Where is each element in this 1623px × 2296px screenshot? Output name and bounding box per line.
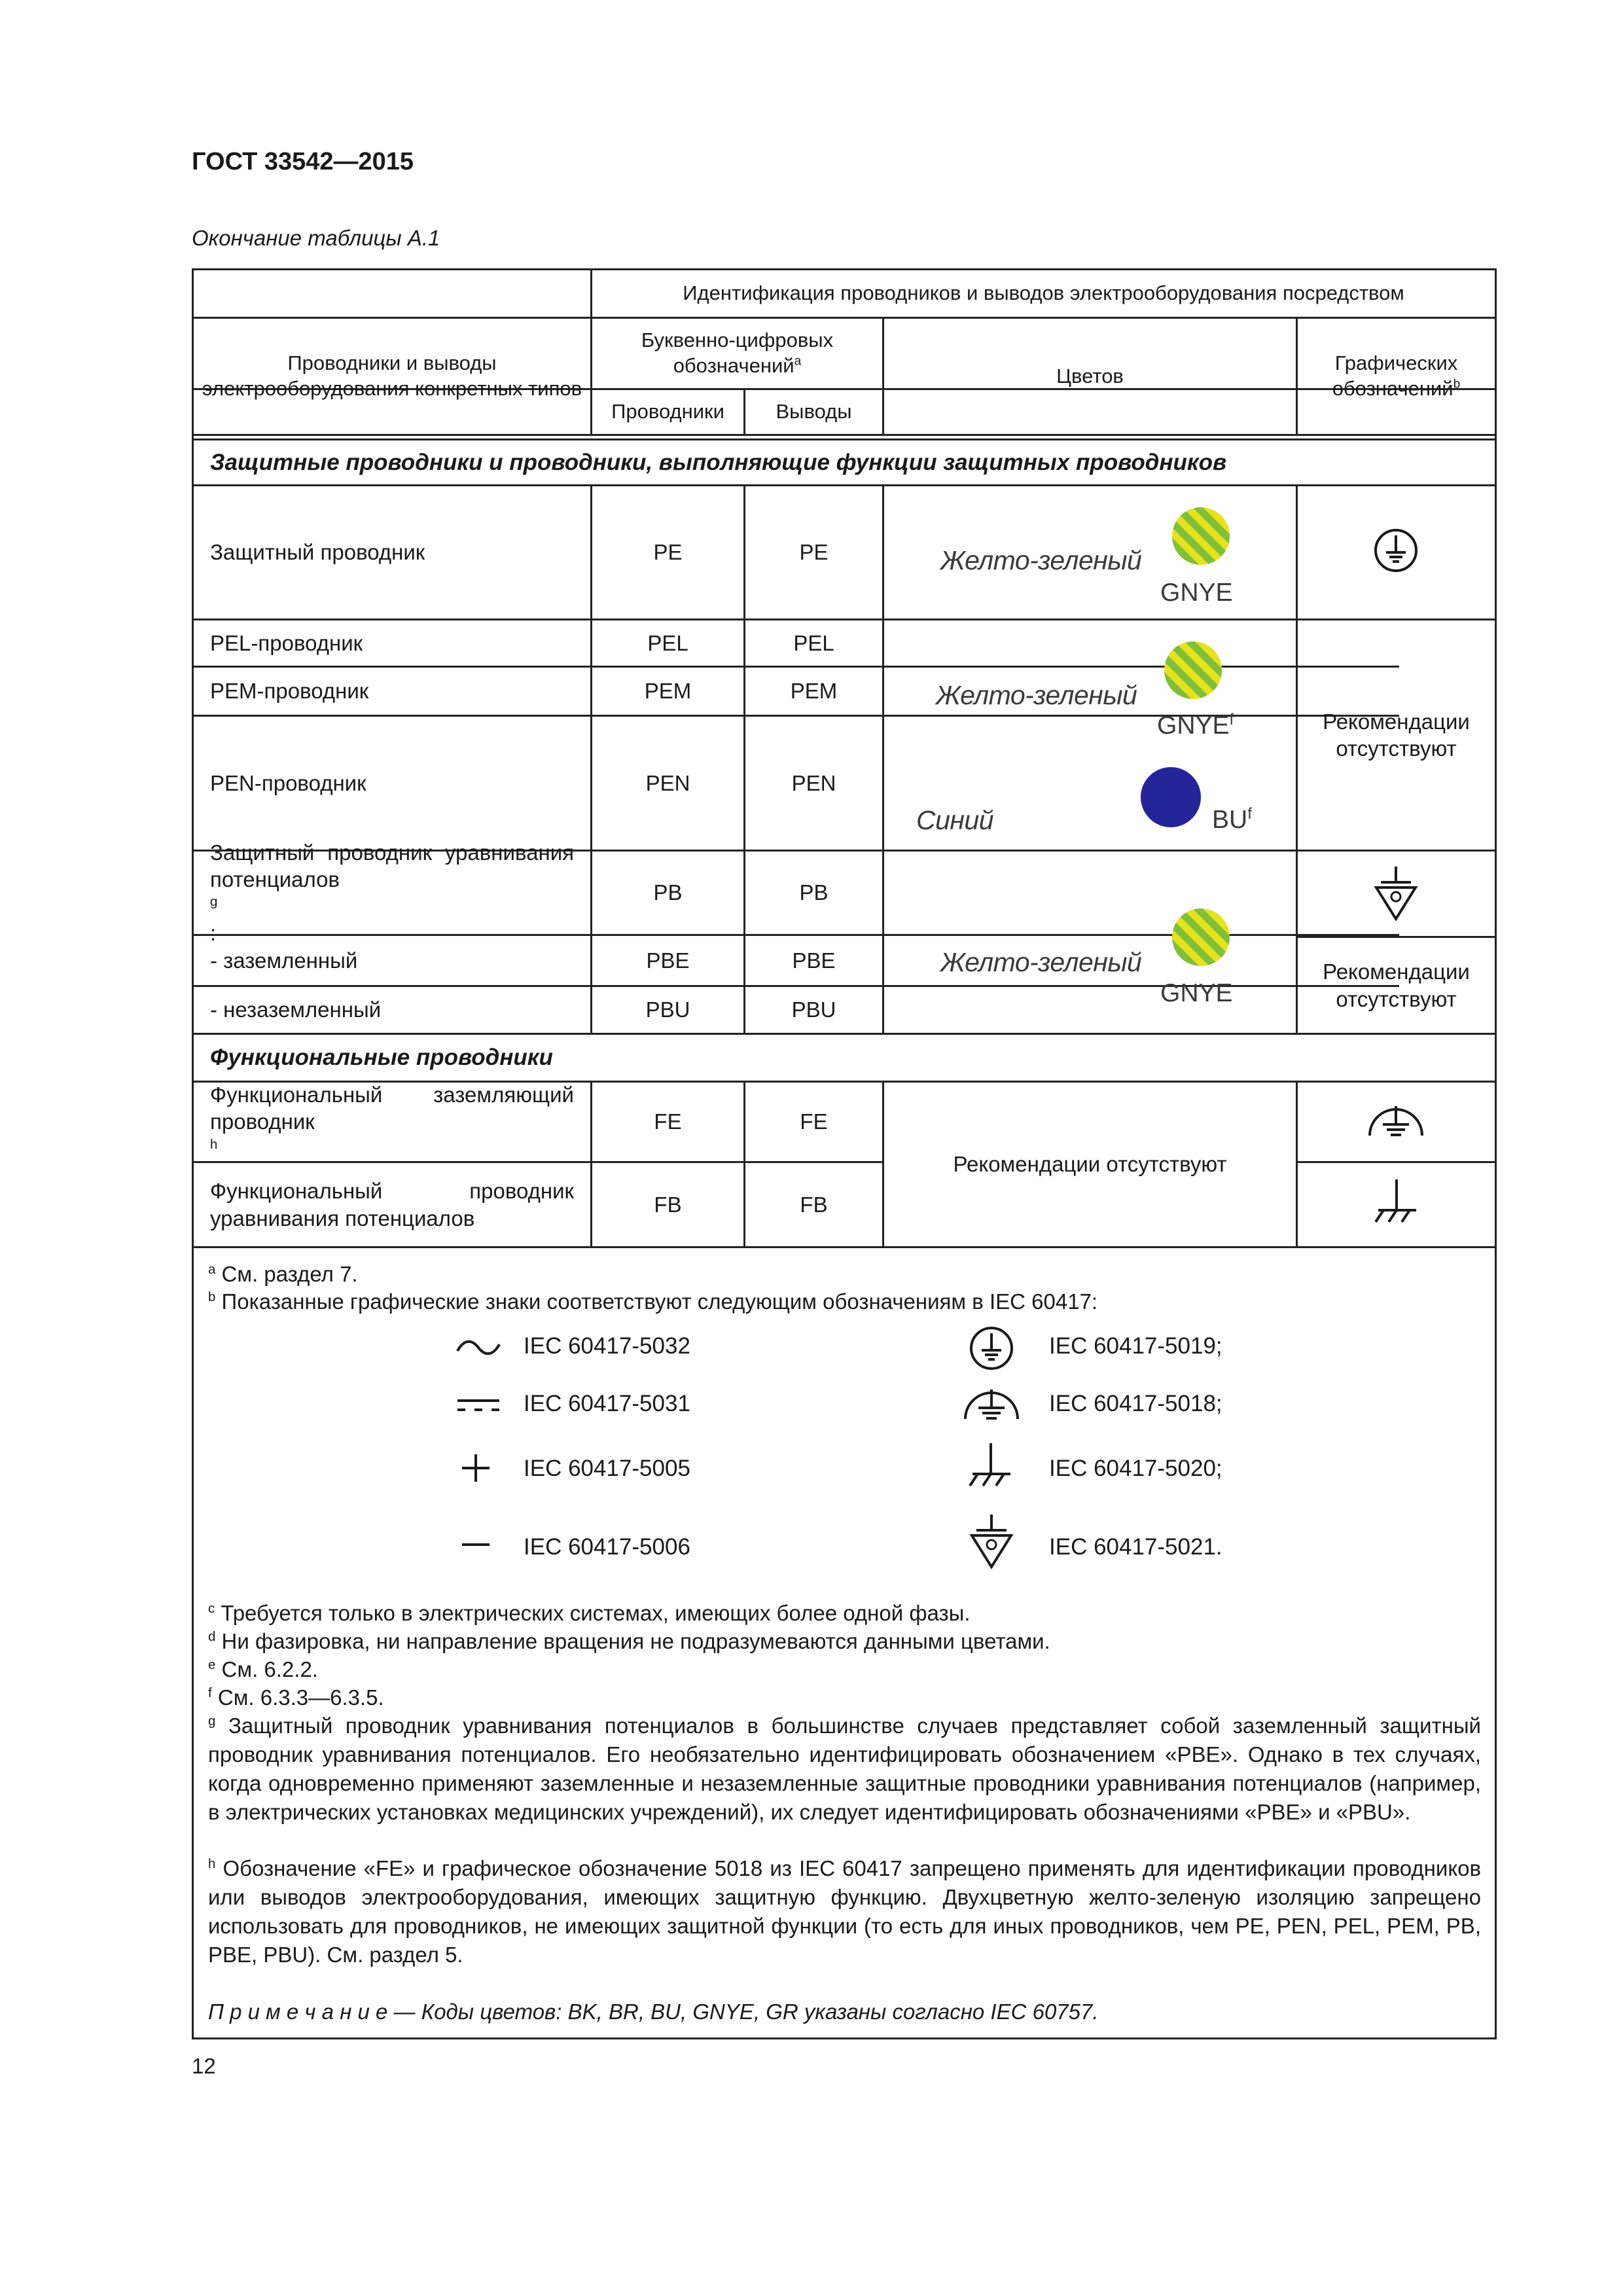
iec-code: IEC 60417-5019; xyxy=(1049,1333,1222,1359)
row-pen-terminal: PEN xyxy=(791,770,836,795)
row-pel-terminal: PEL xyxy=(793,630,834,655)
row-pen-name: PEN-проводник xyxy=(210,770,366,795)
frame-chassis-icon xyxy=(1369,1176,1421,1229)
page-header: ГОСТ 33542—2015 xyxy=(192,148,414,175)
header-colors: Цветов xyxy=(1056,364,1124,387)
frame-chassis-icon xyxy=(963,1440,1016,1492)
row-pbe-terminal: PBE xyxy=(792,948,836,973)
section-protective: Защитные проводники и проводники, выполняющие функции защитных проводников xyxy=(210,449,1227,475)
color-gnye-code: GNYE xyxy=(1160,579,1233,607)
functional-earth-icon xyxy=(962,1383,1021,1427)
row-pbu-terminal: PBU xyxy=(791,997,836,1022)
row-pel-conductor: PEL xyxy=(647,630,688,655)
iec-code: IEC 60417-5005 xyxy=(524,1456,690,1481)
blue-swatch xyxy=(1139,766,1202,829)
fe-fb-no-recommendations: Рекомендации отсутствуют xyxy=(953,1152,1227,1177)
minus-icon xyxy=(459,1538,492,1551)
page-number: 12 xyxy=(192,2054,216,2078)
row-fe-conductor: FE xyxy=(654,1109,682,1134)
yellow-green-swatch xyxy=(1163,640,1223,700)
header-terminals: Выводы xyxy=(776,400,852,423)
dc-icon xyxy=(455,1394,502,1416)
iec-code: IEC 60417-5031 xyxy=(524,1391,690,1416)
functional-earth-icon xyxy=(1366,1100,1425,1144)
protective-earth-icon xyxy=(969,1325,1014,1371)
tilde-icon xyxy=(455,1336,502,1359)
iec-code: IEC 60417-5032 xyxy=(524,1333,690,1359)
color-blue-label: Синий xyxy=(916,805,994,835)
color-bu-code: $BU^f$ xyxy=(1212,805,1252,834)
table-note: П р и м е ч а н и е — Коды цветов: BK, BR, BU, GNYE, GR указаны согласно IEC 60757. xyxy=(208,2000,1099,2024)
row-pbu-name: - незаземленный xyxy=(210,997,382,1022)
row-pem-conductor: PEM xyxy=(644,679,692,704)
row-fb-terminal: FB xyxy=(800,1192,828,1217)
row-pbu-conductor: PBU xyxy=(645,997,690,1022)
row-fb-conductor: FB xyxy=(654,1192,682,1217)
protective-earth-icon xyxy=(1373,528,1419,573)
row-pel-name: PEL-проводник xyxy=(210,630,363,655)
row-pem-name: PEM-проводник xyxy=(210,679,369,704)
color-yellow-green-label: Желто-зеленый xyxy=(936,680,1137,710)
plus-icon xyxy=(459,1452,492,1484)
row-pbe-name: - заземленный xyxy=(210,948,358,973)
row-fb-name: Функциональный проводник уравнивания потенциалов xyxy=(210,1179,574,1230)
iec-code: IEC 60417-5006 xyxy=(524,1534,690,1560)
row-fe-name: Функциональный заземляющий проводник $^h$ xyxy=(210,1083,574,1152)
row-pe-name: Защитный проводник xyxy=(210,540,425,565)
row-fe-terminal: FE xyxy=(800,1109,828,1134)
iec-code: IEC 60417-5021. xyxy=(1049,1534,1222,1560)
row-pbe-conductor: PBE xyxy=(646,948,690,973)
footnote-a: $^a$ См. раздел 7. xyxy=(208,1262,358,1286)
equipotential-icon xyxy=(969,1513,1014,1570)
header-conductor-types: Проводники и выводы электрооборудования конкретных типов xyxy=(202,351,582,400)
footnote-f: $^f$ См. 6.3.3—6.3.5. xyxy=(208,1685,384,1710)
footnote-c: $^c$ Требуется только в электрических системах, имеющих более одной фазы. xyxy=(208,1601,971,1625)
header-identification-group: Идентификация проводников и выводов электрооборудования посредством xyxy=(683,281,1404,305)
yellow-green-swatch xyxy=(1171,907,1231,967)
row-pb-conductor: PB xyxy=(653,880,683,905)
iec-code: IEC 60417-5020; xyxy=(1049,1456,1222,1481)
footnote-d: $^d$ Ни фазировка, ни направление вращения не подразумеваются данными цветами. xyxy=(208,1629,1050,1653)
pel-pem-pen-no-recommendations: Рекомендации отсутствуют xyxy=(1323,709,1470,761)
row-pb-terminal: PB xyxy=(799,880,829,905)
footnote-g: $^g$ Защитный проводник уравнивания потенциалов в большинстве случаев представляет собой заземленный защитный проводник уравнивания потенциалов. Его необязательно идентифицировать обозначением «PBE». Однако в тех случаях, когда одновременно применяют заземленные и незаземленные защитные проводники уравнивания потенциалов (например, в электрических установках медицинских учреждений), их следует идентифицировать обозначениями «PBE» и «PBU». xyxy=(208,1713,1481,1824)
color-gnye-code: GNYE xyxy=(1160,979,1233,1007)
row-pe-conductor: PE xyxy=(653,540,683,565)
row-pem-terminal: PEM xyxy=(790,679,838,704)
color-yellow-green-label: Желто-зеленый xyxy=(940,545,1142,575)
iec-code: IEC 60417-5018; xyxy=(1049,1391,1222,1416)
color-gnye-code: GNYE$^f$ xyxy=(1157,711,1234,740)
header-alphanumeric: Буквенно-цифровых обозначений$^a$ xyxy=(641,329,834,377)
footnote-b: $^b$ Показанные графические знаки соответствуют следующим обозначениям в IEC 60417: xyxy=(208,1289,1098,1314)
footnote-e: $^e$ См. 6.2.2. xyxy=(208,1657,318,1681)
row-pb-name: Защитный проводник уравнивания потенциалов $^g$ : xyxy=(210,840,574,946)
row-pen-conductor: PEN xyxy=(645,770,690,795)
footnote-h: $^h$ Обозначение «FE» и графическое обозначение 5018 из IEC 60417 запрещено применять для идентификации проводников или выводов электрооборудования, имеющих защитную функцию. Двухцветную желто-зеленую изоляцию запрещено использовать для проводников, не имеющих защитной функции (то есть для иных проводников, чем PE, PEN, PEL, PEM, PB, PBE, PBU). См. раздел 5. xyxy=(208,1856,1482,1967)
row-pe-terminal: PE xyxy=(799,540,829,565)
section-functional: Функциональные проводники xyxy=(210,1045,553,1071)
header-conductors: Проводники xyxy=(611,400,724,423)
pbe-pbu-no-recommendations: Рекомендации отсутствуют xyxy=(1323,960,1470,1011)
header-graphic: Графических обозначений$^b$ xyxy=(1332,351,1461,400)
color-yellow-green-label: Желто-зеленый xyxy=(940,947,1142,977)
table-caption: Окончание таблицы А.1 xyxy=(192,226,440,250)
equipotential-icon xyxy=(1373,865,1419,922)
yellow-green-swatch xyxy=(1171,506,1231,566)
